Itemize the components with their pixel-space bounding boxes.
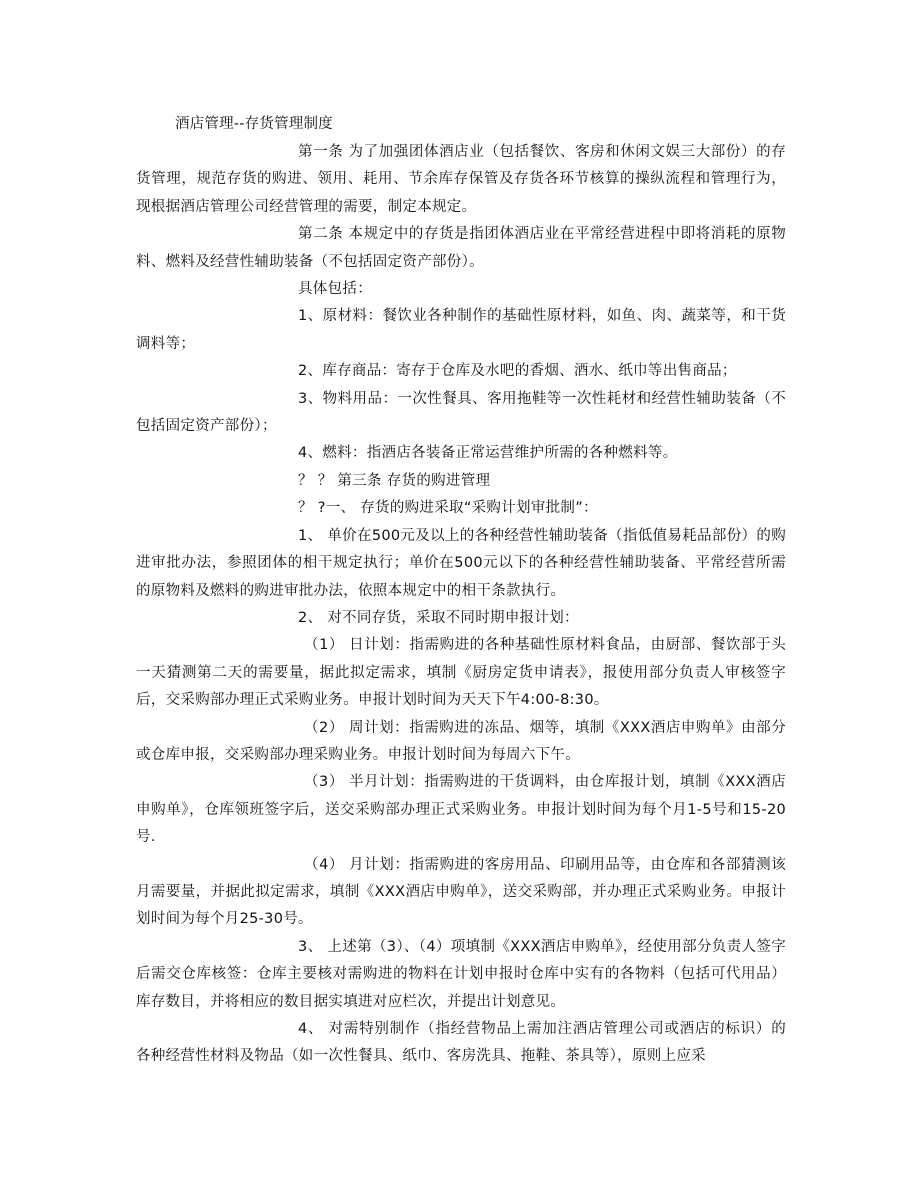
document-body	[136, 139, 786, 1071]
paragraph-item-4: 4、燃料：指酒店各装备正常运营维护所需的各种燃料等。	[298, 445, 678, 462]
paragraph-rule-4: 4、 对需特别制作（指经营物品上需加注酒店管理公司或酒店的标识）的各种经营性材料及物品（如一次性餐具、纸巾、客房洗具、拖鞋、茶具等），原则上应采	[136, 1021, 786, 1065]
paragraph-item-3: 3、物料用品：一次性餐具、客用拖鞋等一次性耗材和经营性辅助装备（不包括固定资产部份）；	[136, 390, 786, 435]
document-title: 酒店管理--存货管理制度	[175, 116, 333, 132]
paragraph-rule-3: 3、 上述第（3）、（4）项填制《XXX酒店申购单》，经使用部分负责人签字后需交仓库核签：仓库主要核对需购进的物料在计划申报时仓库中实有的各物料（包括可代用品）库存数目，并将相应的数目据实填进对应栏次，并提出计划意见。	[136, 938, 786, 1010]
paragraph-item-2: 2、库存商品：寄存于仓库及水吧的香烟、酒水、纸巾等出售商品；	[298, 363, 737, 380]
paragraph-rule-1: 1、 单价在500元及以上的各种经营性辅助装备（指低值易耗品部份）的购进审批办法，参照团体的相干规定执行；单价在500元以下的各种经营性辅助装备、平常经营所需的原物料及燃料的购进审批办法，依照本规定中的相干条款执行。	[136, 527, 786, 599]
paragraph-article-2: 第二条 本规定中的存货是指团体酒店业在平常经营进程中即将消耗的原物料、燃料及经营性辅助装备（不包括固定资产部份）。	[136, 226, 786, 270]
paragraph-rule-2: 2、 对不同存货，采取不同时期申报计划：	[298, 609, 579, 626]
paragraph-includes: 具体包括：	[298, 281, 372, 298]
paragraph-section-1: ？ ?一、 存货的购进采取“采购计划审批制”：	[298, 500, 598, 517]
paragraph-article-1: 第一条 为了加强团体酒店业（包括餐饮、客房和休闲文娱三大部份）的存货管理，规范存货的购进、领用、耗用、节余库存保管及存货各环节核算的操纵流程和管理行为，现根据酒店管理公司经营管理的需要，制定本规定。	[136, 144, 786, 215]
paragraph-monthly-plan: （4） 月计划：指需购进的客房用品、印刷用品等，由仓库和各部猜测该月需要量，并据此拟定需求，填制《XXX酒店申购单》，送交采购部，并办理正式采购业务。申报计划时间为每个月25-30号。	[136, 856, 786, 928]
paragraph-daily-plan: （1） 日计划：指需购进的各种基础性原材料食品，由厨部、餐饮部于头一天猜测第二天的需要量，据此拟定需求，填制《厨房定货申请表》，报使用部分负责人审核签字后，交采购部办理正式采购业务。申报计划时间为天天下午4:00-8:30。	[136, 637, 786, 709]
paragraph-article-3-heading: ？ ？ 第三条 存货的购进管理	[298, 472, 491, 489]
paragraph-weekly-plan: （2） 周计划：指需购进的冻品、烟等，填制《XXX酒店申购单》由部分或仓库申报，交采购部办理采购业务。申报计划时间为每周六下午。	[136, 719, 786, 763]
paragraph-semimonthly-plan: （3） 半月计划：指需购进的干货调料，由仓库报计划，填制《XXX酒店申购单》，仓库领班签字后，送交采购部办理正式采购业务。申报计划时间为每个月1-5号和15-20号.	[136, 774, 786, 846]
paragraph-item-1: 1、原材料：餐饮业各种制作的基础性原材料，如鱼、肉、蔬菜等，和干货调料等；	[136, 308, 786, 352]
